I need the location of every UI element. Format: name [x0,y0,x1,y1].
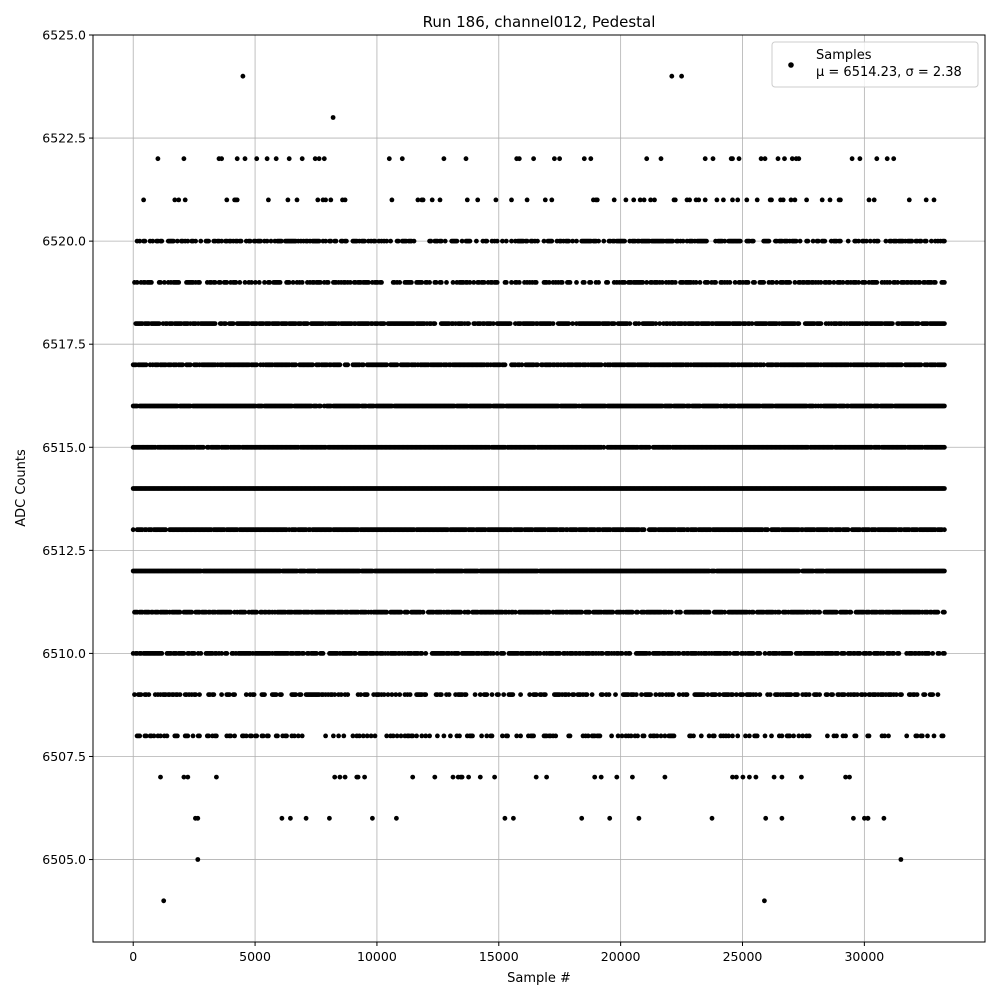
data-point [379,280,384,285]
data-point [321,651,326,656]
data-point [213,321,218,326]
data-point [890,321,895,326]
data-point [897,651,902,656]
data-point [627,651,632,656]
data-point [159,651,164,656]
data-point [669,610,674,615]
data-point [930,651,935,656]
data-point [278,280,283,285]
data-point [551,321,556,326]
data-point [176,280,181,285]
data-point [942,321,947,326]
data-point [796,321,801,326]
data-point [224,651,229,656]
data-point [397,280,402,285]
data-point [707,610,712,615]
data-point [789,651,794,656]
data-point [942,610,947,615]
data-point [757,651,762,656]
data-point [508,321,513,326]
data-point [345,362,350,367]
data-point [942,486,947,491]
data-point [817,610,822,615]
data-point [942,445,947,450]
data-point [942,569,947,574]
data-point [198,651,203,656]
data-point [338,362,343,367]
data-point [942,527,947,532]
data-point [421,610,426,615]
data-point [936,610,941,615]
data-point [678,610,683,615]
data-point [819,321,824,326]
data-point [942,404,947,409]
data-point [149,280,154,285]
data-point [466,321,471,326]
data-point [423,651,428,656]
data-point [326,280,331,285]
data-point [642,527,647,532]
data-point [432,321,437,326]
data-point [257,280,262,285]
data-point [501,651,506,656]
data-point [237,280,242,285]
data-point [942,362,947,367]
data-point [197,280,202,285]
data-point [300,280,305,285]
data-point [503,362,508,367]
data-point [848,610,853,615]
data-point [942,651,947,656]
data-point [627,321,632,326]
